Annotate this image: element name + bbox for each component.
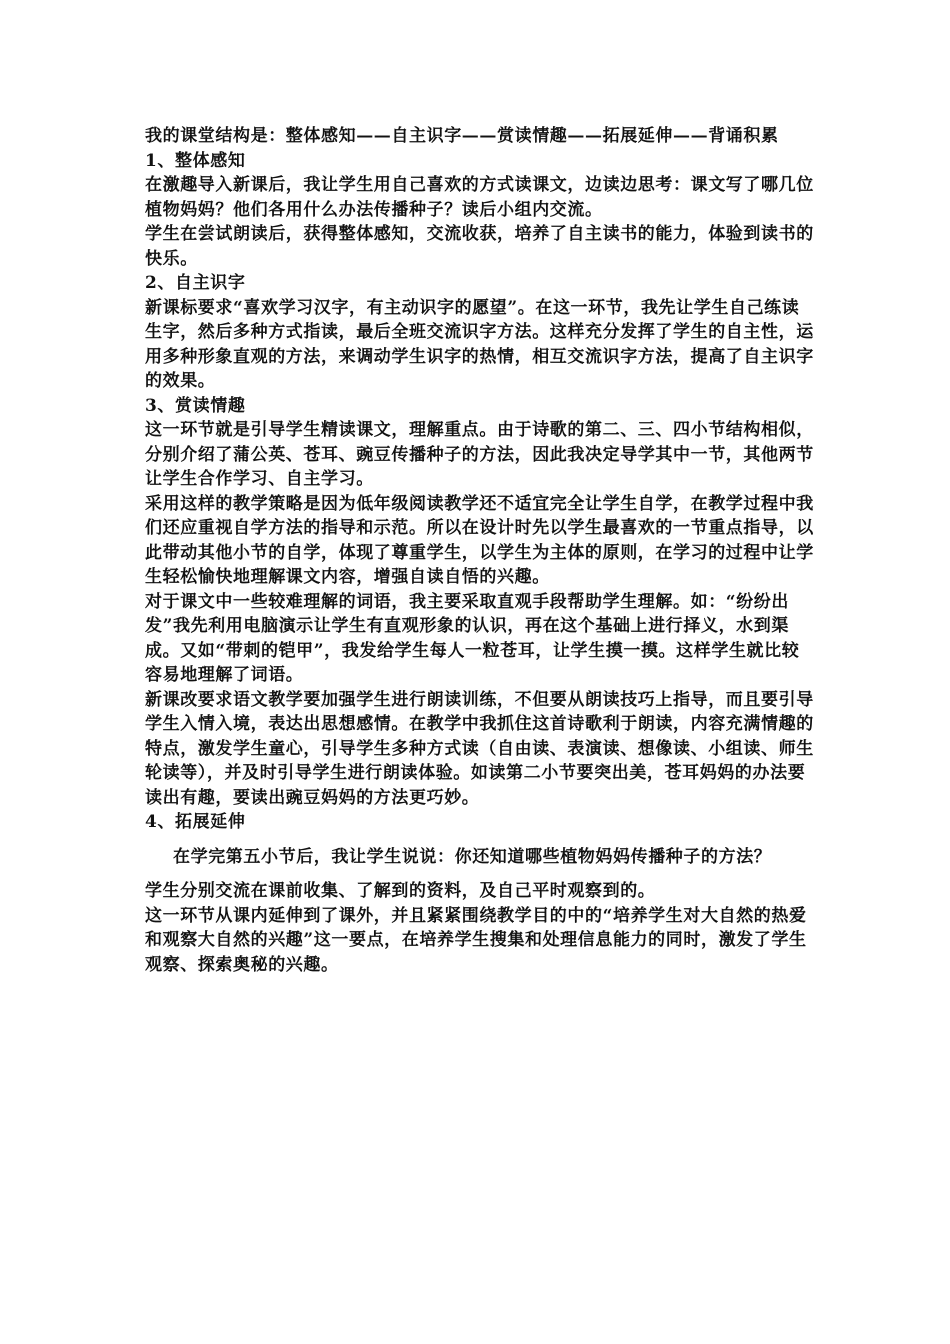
paragraph: 对于课文中一些较难理解的词语，我主要采取直观手段帮助学生理解。如：“纷纷出发”我先利用电脑演示让学生有直观形象的认识，再在这个基础上进行择义，水到渠成。又如“带刺的铠甲”，我发给学生每人一粒苍耳，让学生摸一摸。这样学生就比较容易地理解了词语。 — [145, 591, 800, 685]
paragraph: 新课标要求“喜欢学习汉字，有主动识字的愿望”。在这一环节，我先让学生自己练读生字，然后多种方式指读，最后全班交流识字方法。这样充分发挥了学生的自主性，运用多种形象直观的方法，来调动学生识字的热情，相互交流识字方法，提高了自主识字的效果。 — [145, 297, 814, 391]
section-heading-4: 4、拓展延伸 — [145, 812, 246, 832]
section-heading-3: 3、赏读情趣 — [145, 395, 246, 416]
paragraph: 在激趣导入新课后，我让学生用自己喜欢的方式读课文，边读边思考：课文写了哪几位植物妈妈？他们各用什么办法传播种子？读后小组内交流。 — [145, 175, 814, 220]
paragraph: 新课改要求语文教学要加强学生进行朗读训练，不但要从朗读技巧上指导，而且要引导学生入情入境，表达出思想感情。在教学中我抓住这首诗歌利于朗读，内容充满情趣的特点，激发学生童心，引导学生多种方式读（自由读、表演读、想像读、小组读、师生轮读等），并及时引导学生进行朗读体验。如读第二小节要突出美，苍耳妈妈的办法要读出有趣，要读出豌豆妈妈的方法更巧妙。 — [145, 689, 814, 808]
paragraph: 采用这样的教学策略是因为低年级阅读教学还不适宜完全让学生自学，在教学过程中我们还应重视自学方法的指导和示范。所以在设计时先以学生最喜欢的一节重点指导，以此带动其他小节的自学，体现了尊重学生，以学生为主体的原则，在学习的过程中让学生轻松愉快地理解课文内容，增强自读自悟的兴趣。 — [145, 493, 814, 587]
paragraph: 学生在尝试朗读后，获得整体感知，交流收获，培养了自主读书的能力，体验到读书的快乐。 — [145, 224, 814, 269]
paragraph: 这一环节就是引导学生精读课文，理解重点。由于诗歌的第二、三、四小节结构相似，分别介绍了蒲公英、苍耳、豌豆传播种子的方法，因此我决定导学其中一节，其他两节让学生合作学习、自主学习。 — [145, 420, 814, 489]
paragraph: 在学完第五小节后，我让学生说说：你还知道哪些植物妈妈传播种子的方法？ — [173, 846, 772, 867]
document-body — [145, 124, 815, 977]
paragraph: 学生分别交流在课前收集、了解到的资料，及自己平时观察到的。 — [145, 881, 656, 901]
section-heading-2: 2、自主识字 — [145, 273, 246, 293]
structure-overview: 我的课堂结构是：整体感知——自主识字——赏读情趣——拓展延伸——背诵积累 — [145, 126, 779, 146]
paragraph: 这一环节从课内延伸到了课外，并且紧紧围绕教学目的中的“培养学生对大自然的热爱和观察大自然的兴趣”这一要点，在培养学生搜集和处理信息能力的同时，激发了学生观察、探索奥秘的兴趣。 — [145, 905, 807, 975]
section-heading-1: 1、整体感知 — [145, 150, 246, 171]
